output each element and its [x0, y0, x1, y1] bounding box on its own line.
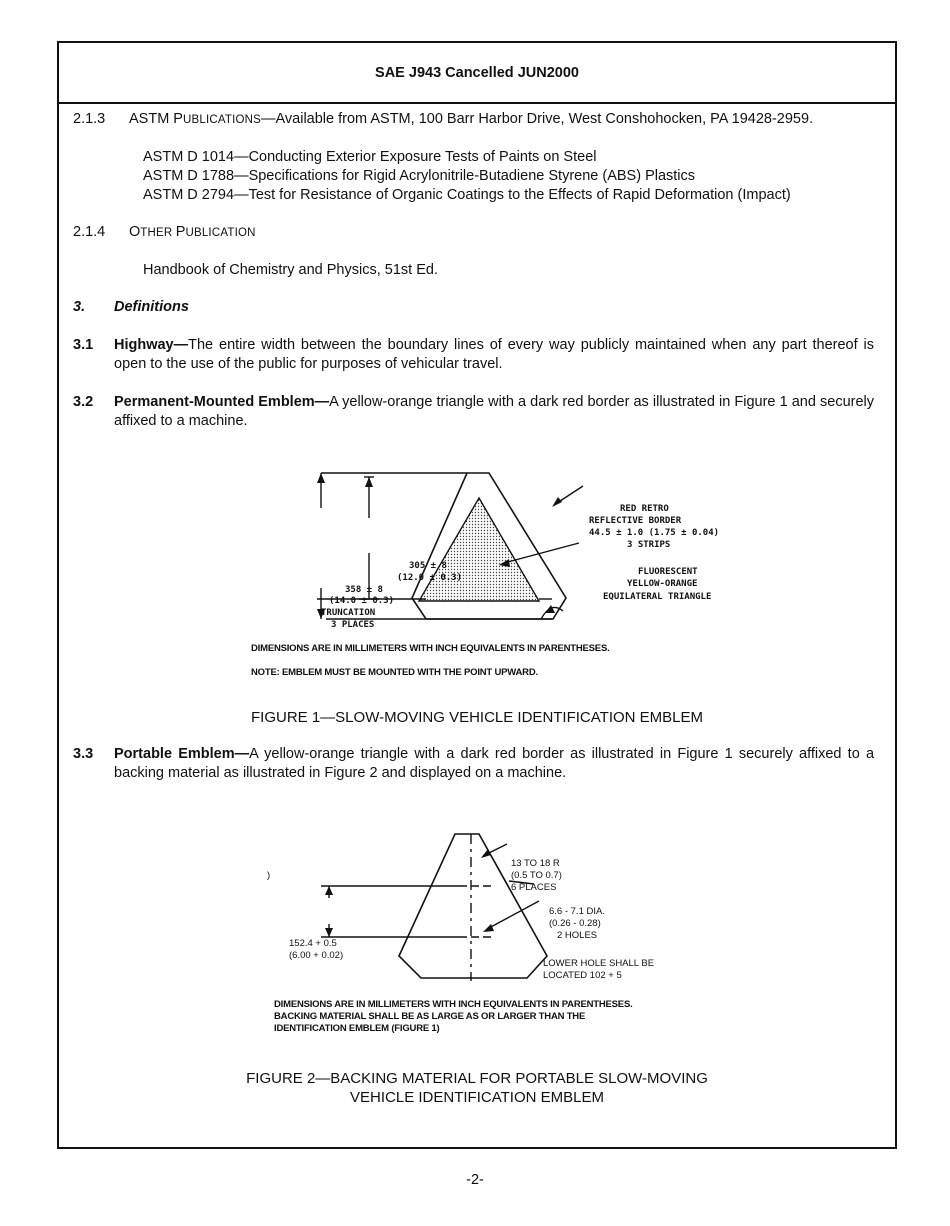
figure-1-label: REFLECTIVE BORDER	[589, 516, 682, 526]
reference-item: ASTM D 1788—Specifications for Rigid Acrylonitrile-Butadiene Styrene (ABS) Plastics	[143, 168, 696, 184]
figure-1-label: RED RETRO	[620, 504, 669, 514]
section-2-1-4-heading: OTHER PUBLICATION	[129, 224, 256, 240]
section-3-3-number: 3.3	[73, 746, 94, 762]
backing-material-outline	[399, 834, 547, 978]
section-3-2-paragraph: Permanent-Mounted Emblem—A yellow-orange triangle with a dark red border as illustrated in Figure 1 and securely affixed to a machine.	[114, 394, 874, 429]
figure-2-label: (0.5 TO 0.7)	[511, 870, 562, 881]
figure-1-label: FLUORESCENT	[638, 567, 698, 577]
figure-1-note: NOTE: EMBLEM MUST BE MOUNTED WITH THE POINT UPWARD.	[251, 667, 538, 678]
figure-1-label: (12.0 ± 0.3)	[397, 573, 463, 583]
section-2-1-3-heading: ASTM PUBLICATIONS—Available from ASTM, 100 Barr Harbor Drive, West Conshohocken, PA 19428-2959.	[129, 111, 814, 127]
figure-1-label: EQUILATERAL TRIANGLE	[603, 592, 712, 602]
page-frame	[57, 41, 897, 1149]
figure-1-note: DIMENSIONS ARE IN MILLIMETERS WITH INCH EQUIVALENTS IN PARENTHESES.	[251, 643, 610, 654]
figure-1-label: 358 ± 8	[345, 585, 383, 595]
figure-1-label: (14.0 ± 0.3)	[329, 596, 395, 606]
figure-2-label: LOWER HOLE SHALL BE	[543, 958, 655, 969]
page-number: -2-	[466, 1172, 484, 1188]
section-3-2-number: 3.2	[73, 394, 94, 410]
figure-2-label: 152.4 + 0.5	[289, 938, 337, 949]
figure-1-diagram	[249, 453, 729, 628]
figure-1-label: 3 STRIPS	[627, 540, 671, 550]
figure-2-label: 13 TO 18 R	[511, 858, 560, 869]
figure-2-caption-line-2: VEHICLE IDENTIFICATION EMBLEM	[350, 1089, 604, 1106]
figure-2-label: LOCATED 102 + 5	[543, 970, 622, 981]
section-3-1-paragraph: Highway—The entire width between the boundary lines of every way publicly maintained when any part thereof is open to the use of the public for purposes of vehicular travel.	[114, 337, 874, 372]
figure-1-label: 305 ± 8	[409, 561, 447, 571]
figure-2-caption-line-1: FIGURE 2—BACKING MATERIAL FOR PORTABLE SLOW-MOVING	[246, 1070, 708, 1087]
figure-1-caption: FIGURE 1—SLOW-MOVING VEHICLE IDENTIFICATION EMBLEM	[251, 709, 703, 726]
document-header	[59, 43, 895, 104]
section-3-3-paragraph: Portable Emblem—A yellow-orange triangle with a dark red border as illustrated in Figure 1 securely affixed to a backing material as illustrated in Figure 2 and displayed on a machine.	[114, 746, 875, 781]
header-title: SAE J943 Cancelled JUN2000	[375, 64, 579, 81]
reference-item: ASTM D 2794—Test for Resistance of Organic Coatings to the Effects of Rapid Deformation (Impact)	[143, 187, 791, 203]
figure-2-diagram	[259, 816, 719, 981]
figure-1-label: YELLOW-ORANGE	[627, 579, 698, 589]
section-3-title: Definitions	[114, 299, 189, 315]
figure-2-label: )	[267, 870, 271, 881]
section-2-1-3-number: 2.1.3	[73, 111, 106, 127]
figure-2-label: (6.00 + 0.02)	[289, 950, 344, 961]
figure-2-label: 6 PLACES	[511, 882, 557, 893]
figure-2-note: BACKING MATERIAL SHALL BE AS LARGE AS OR LARGER THAN THE	[274, 1011, 586, 1022]
figure-1-label: 44.5 ± 1.0 (1.75 ± 0.04)	[589, 528, 720, 538]
section-3-number: 3.	[73, 299, 86, 315]
figure-1-label: 3 PLACES	[331, 620, 375, 628]
section-3-1-number: 3.1	[73, 337, 94, 353]
figure-2-label: (0.26 - 0.28)	[549, 918, 601, 929]
figure-1-label: TRUNCATION	[321, 608, 376, 618]
reference-item: ASTM D 1014—Conducting Exterior Exposure Tests of Paints on Steel	[143, 149, 597, 165]
figure-2-label: 6.6 - 7.1 DIA.	[549, 906, 605, 917]
section-2-1-4-number: 2.1.4	[73, 224, 106, 240]
figure-2-label: 2 HOLES	[557, 930, 598, 941]
reference-item: Handbook of Chemistry and Physics, 51st Ed.	[143, 262, 438, 278]
figure-2-note: DIMENSIONS ARE IN MILLIMETERS WITH INCH EQUIVALENTS IN PARENTHESES.	[274, 999, 633, 1010]
figure-2-note: IDENTIFICATION EMBLEM (FIGURE 1)	[274, 1023, 440, 1034]
